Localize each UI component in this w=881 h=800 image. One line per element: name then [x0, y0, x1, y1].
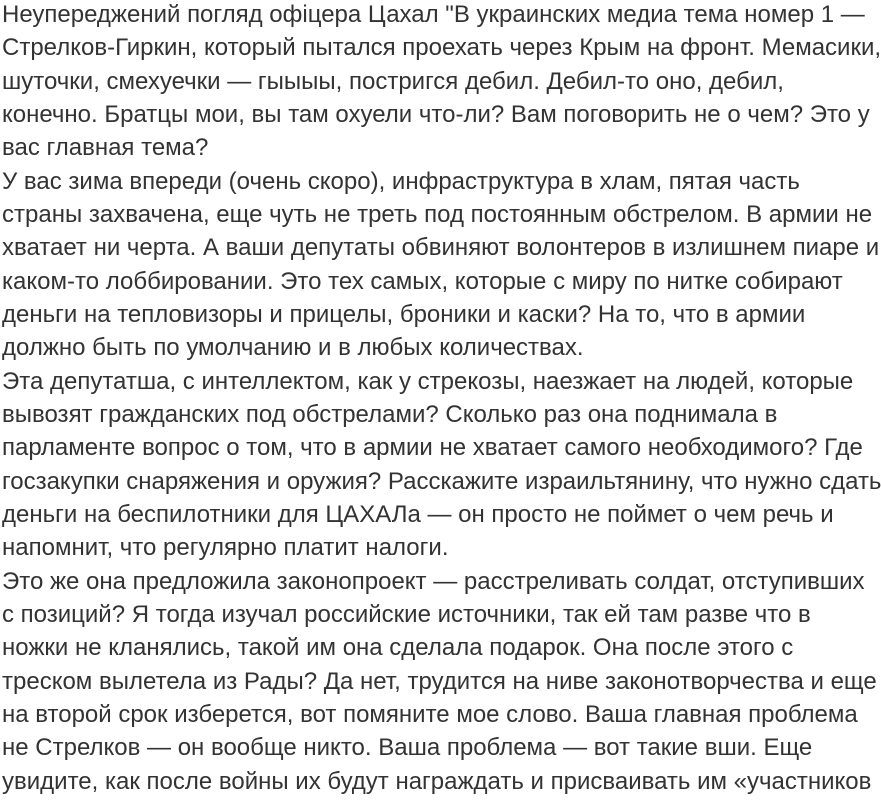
text-line: на второй срок изберется, вот помяните мое слово. Ваша главная проблема: [2, 700, 858, 728]
text-line: деньги на беспилотники для ЦАХАЛа — он просто не поймет о чем речь и: [2, 500, 834, 528]
text-line: Эта депутатша, с интеллектом, как у стрекозы, наезжает на людей, которые: [2, 367, 854, 395]
paragraph: [2, 365, 881, 565]
text-line: шуточки, смехуечки — гыыыы, постригся дебил. Дебил-то оно, дебил,: [2, 67, 784, 95]
text-line: увидите, как после войны их будут награждать и присваивать им «участников: [2, 767, 872, 795]
text-line: ножки не кланялись, такой им она сделала подарок. Она после этого с: [2, 634, 794, 662]
paragraph: [2, 165, 881, 365]
text-line: каком-то лоббировании. Это тех самых, которые с миру по нитке собирают: [2, 267, 843, 295]
text-line: вывозят гражданских под обстрелами? Сколько раз она поднимала в: [2, 400, 778, 428]
text-line: госзакупки снаряжения и оружия? Расскажите израильтянину, что нужно сдать: [2, 467, 881, 495]
text-line: напомнит, что регулярно платит налоги.: [2, 534, 449, 562]
text-line: хватает ни черта. А ваши депутаты обвиняют волонтеров в излишнем пиаре и: [2, 234, 880, 262]
text-line: Это же она предложила законопроект — расстреливать солдат, отступивших: [2, 567, 865, 595]
text-line: Неупереджений погляд офіцера Цахал "В украинских медиа тема номер 1 —: [2, 1, 865, 28]
paragraph: [2, 565, 881, 798]
text-line: деньги на тепловизоры и прицелы, броники и каски? На то, что в армии: [2, 300, 806, 328]
text-line: вас главная тема?: [2, 134, 209, 162]
text-line: страны захвачена, еще чуть не треть под постоянным обстрелом. В армии не: [2, 200, 873, 228]
text-line: Стрелков-Гиркин, который пытался проехать через Крым на фронт. Мемасики,: [2, 34, 881, 62]
text-line: парламенте вопрос о том, что в армии не хватает самого необходимого? Где: [2, 434, 863, 462]
text-line: должно быть по умолчанию и в любых количествах.: [2, 334, 584, 362]
text-line: с позиций? Я тогда изучал российские источники, так ей там разве что в: [2, 600, 811, 628]
text-line: треском вылетела из Рады? Да нет, трудится на ниве законотворчества и еще: [2, 667, 877, 695]
text-line: У вас зима впереди (очень скоро), инфраструктура в хлам, пятая часть: [2, 167, 800, 195]
paragraph: [2, 0, 881, 165]
text-line: не Стрелков — он вообще никто. Ваша проблема — вот такие вши. Еще: [2, 734, 813, 762]
text-line: конечно. Братцы мои, вы там охуели что-ли? Вам поговорить не о чем? Это у: [2, 100, 870, 128]
